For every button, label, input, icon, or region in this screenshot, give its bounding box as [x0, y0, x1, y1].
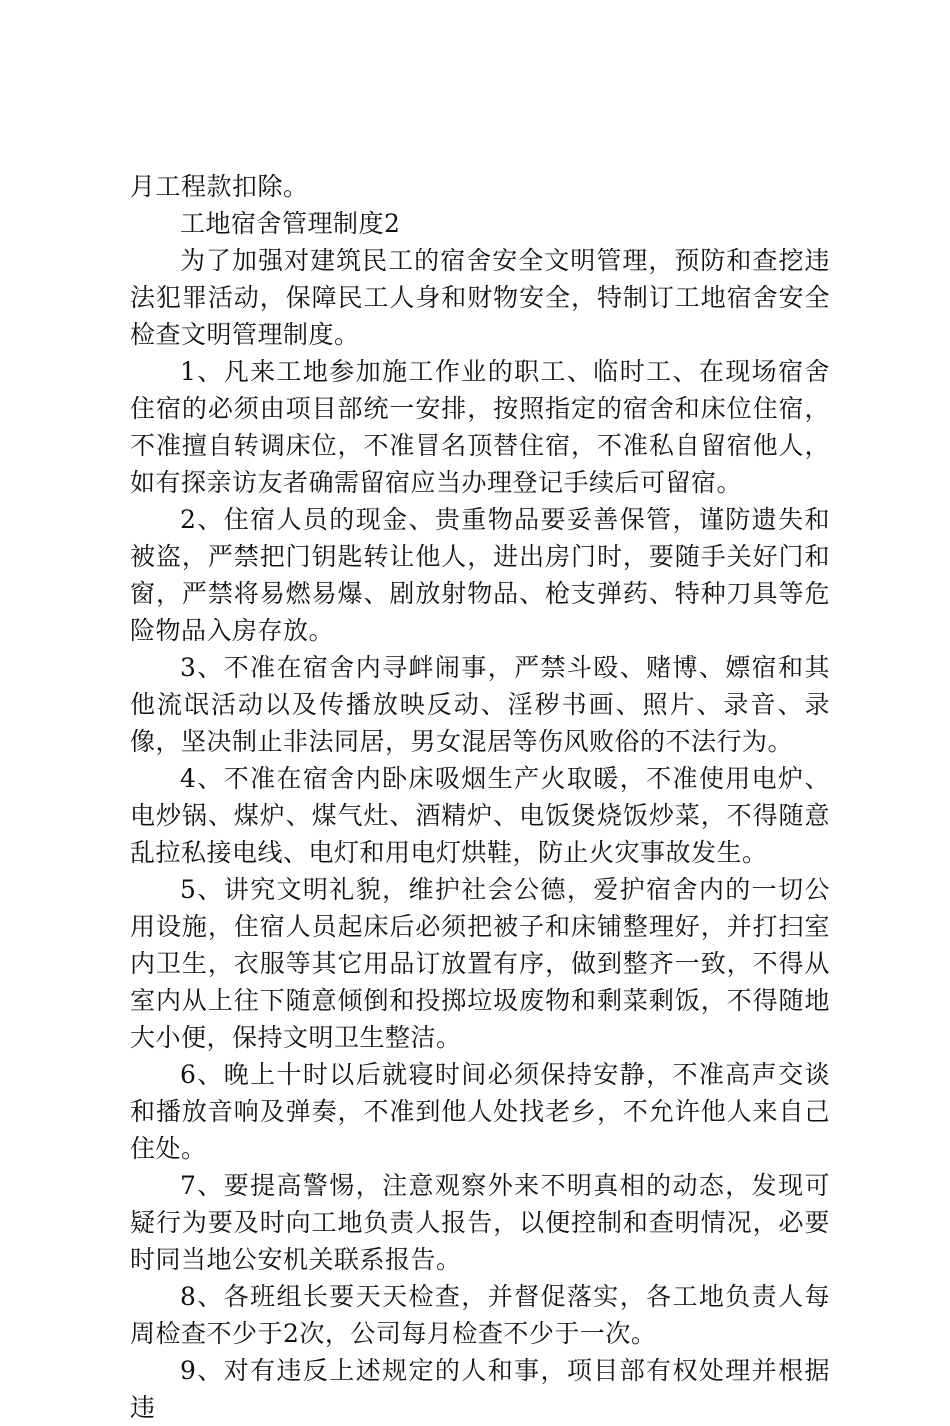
continuation-text: 月工程款扣除。 — [130, 172, 309, 201]
clause-8: 8、各班组长要天天检查，并督促落实，各工地负责人每周检查不少于2次，公司每月检查不少于一次。 — [130, 1282, 830, 1348]
section-title: 工地宿舍管理制度2 — [180, 209, 401, 238]
clause-3: 3、不准在宿舍内寻衅闹事，严禁斗殴、赌博、嫖宿和其他流氓活动以及传播放映反动、淫秽书画、照片、录音、录像，坚决制止非法同居，男女混居等伤风败俗的不法行为。 — [130, 653, 830, 756]
clause-9: 9、对有违反上述规定的人和事，项目部有权处理并根据违 — [130, 1356, 830, 1422]
clause-4: 4、不准在宿舍内卧床吸烟生产火取暖，不准使用电炉、电炒锅、煤炉、煤气灶、酒精炉、电饭煲烧饭炒菜，不得随意乱拉私接电线、电灯和用电灯烘鞋，防止火灾事故发生。 — [130, 764, 830, 867]
clause-6: 6、晚上十时以后就寝时间必须保持安静，不准高声交谈和播放音响及弹奏，不准到他人处找老乡，不允许他人来自己住处。 — [130, 1060, 830, 1163]
clause-1: 1、凡来工地参加施工作业的职工、临时工、在现场宿舍住宿的必须由项目部统一安排，按照指定的宿舍和床位住宿，不准擅自转调床位，不准冒名顶替住宿，不准私自留宿他人，如有探亲访友者确需留宿应当办理登记手续后可留宿。 — [130, 357, 830, 497]
clause-7: 7、要提高警惕，注意观察外来不明真相的动态，发现可疑行为要及时向工地负责人报告，以便控制和查明情况，必要时同当地公安机关联系报告。 — [130, 1171, 830, 1274]
clause-2: 2、住宿人员的现金、贵重物品要妥善保管，谨防遗失和被盗，严禁把门钥匙转让他人，进出房门时，要随手关好门和窗，严禁将易燃易爆、剧放射物品、枪支弹药、特种刀具等危险物品入房存放。 — [130, 505, 830, 645]
document-body — [130, 168, 830, 1426]
intro-paragraph: 为了加强对建筑民工的宿舍安全文明管理，预防和查挖违法犯罪活动，保障民工人身和财物安全，特制订工地宿舍安全检查文明管理制度。 — [130, 246, 830, 349]
clause-5: 5、讲究文明礼貌，维护社会公德，爱护宿舍内的一切公用设施，住宿人员起床后必须把被子和床铺整理好，并打扫室内卫生，衣服等其它用品订放置有序，做到整齐一致，不得从室内从上往下随意倾倒和投掷垃圾废物和剩菜剩饭，不得随地大小便，保持文明卫生整洁。 — [130, 875, 830, 1052]
